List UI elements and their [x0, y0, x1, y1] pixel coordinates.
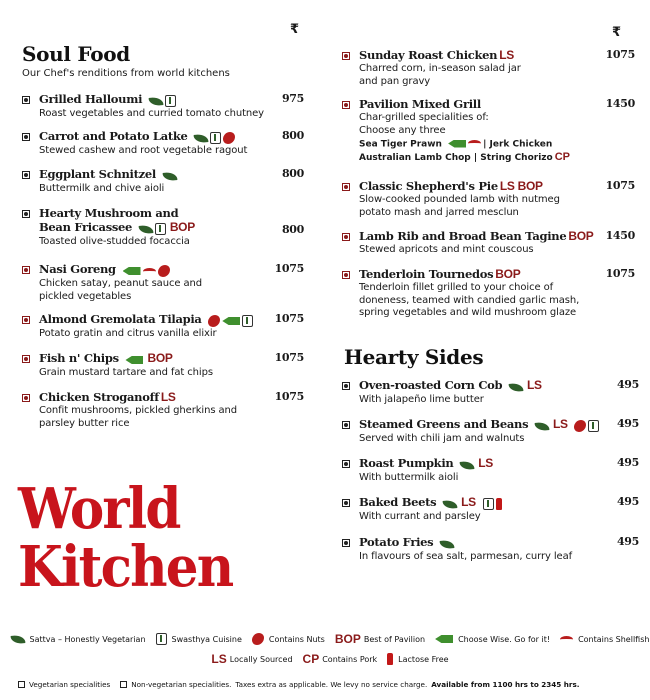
veg-mark-icon [22, 210, 30, 218]
ls-bop-tag: LS BOP [499, 179, 543, 193]
item-price: 975 [281, 92, 304, 105]
item-price: 1075 [605, 179, 635, 192]
non-veg-mark-icon [22, 316, 30, 324]
menu-item[interactable] [22, 206, 304, 249]
item-price: 1075 [274, 312, 304, 325]
item-price: 1450 [605, 229, 635, 242]
item-description: Served with chili jam and walnuts [359, 433, 525, 444]
non-veg-mark-icon [342, 183, 350, 191]
legend-label: Choose Wise. Go for it! [458, 634, 551, 644]
sub-option: | Jerk Chicken [483, 139, 553, 150]
item-price: 1075 [605, 48, 635, 61]
sattva-leaf-icon [443, 499, 458, 510]
sattva-leaf-icon [508, 382, 523, 393]
item-name: Eggplant Schnitzel [39, 167, 156, 181]
menu-item[interactable] [22, 262, 304, 303]
item-description-line-2: Choose any three [359, 124, 446, 136]
sattva-leaf-icon [460, 460, 475, 471]
non-veg-mark-icon [120, 681, 127, 688]
menu-item[interactable] [342, 495, 639, 524]
menu-item[interactable] [22, 390, 304, 430]
legend-label: Best of Pavilion [363, 634, 426, 644]
swasthya-icon [156, 633, 167, 645]
currency-symbol: ₹ [612, 25, 622, 40]
item-name: Nasi Goreng [39, 262, 116, 276]
legend-label: Swasthya Cuisine [171, 634, 242, 644]
non-veg-mark-icon [342, 101, 350, 109]
footer [18, 680, 632, 689]
item-name-line-2: Bean Fricassee [39, 220, 133, 234]
nuts-icon [574, 420, 586, 432]
item-name: Classic Shepherd's Pie [359, 179, 498, 193]
veg-mark-icon [342, 382, 350, 390]
nuts-icon [158, 265, 170, 277]
swasthya-icon [210, 132, 221, 144]
non-veg-mark-icon [342, 233, 350, 241]
item-price: 1075 [274, 351, 304, 364]
lactose-free-icon [496, 498, 502, 510]
item-price: 495 [616, 417, 639, 430]
item-description: Buttermilk and chive aioli [39, 183, 165, 194]
swasthya-icon [155, 223, 166, 235]
swasthya-icon [165, 95, 176, 107]
veg-mark-icon [22, 96, 30, 104]
section-subtitle: Our Chef's renditions from world kitchens [22, 68, 230, 79]
non-veg-mark-icon [22, 394, 30, 402]
item-price: 800 [281, 223, 304, 236]
item-description-line-2: and pan gravy [359, 75, 431, 87]
brand-line-1: World [18, 476, 180, 542]
sattva-leaf-icon [10, 634, 25, 645]
currency-symbol: ₹ [290, 22, 300, 37]
section-title-soul-food: Soul Food [22, 42, 130, 66]
footer-veg: Vegetarian specialities [29, 680, 111, 689]
item-name: Potato Fries [359, 535, 434, 549]
menu-item[interactable] [22, 312, 304, 341]
cp-tag: CP [554, 150, 570, 163]
shellfish-icon [560, 636, 573, 643]
ls-tag: LS [160, 390, 176, 404]
bop-tag: BOP [568, 229, 594, 243]
legend-tag: LS [211, 652, 227, 666]
nuts-icon [208, 315, 220, 327]
legend-label: Contains Nuts [268, 634, 325, 644]
veg-mark-icon [22, 171, 30, 179]
menu-item[interactable] [342, 48, 635, 88]
veg-mark-icon [18, 681, 25, 688]
item-name: Lamb Rib and Broad Bean Tagine [359, 229, 567, 243]
menu-item[interactable] [342, 378, 639, 407]
ls-tag: LS [461, 495, 476, 509]
item-description-line-2: pickled vegetables [39, 290, 132, 302]
veg-mark-icon [342, 499, 350, 507]
shellfish-icon [468, 140, 481, 147]
menu-item[interactable] [342, 535, 639, 564]
footer-nonveg: Non-vegetarian specialities. [131, 680, 232, 689]
item-price: 1075 [274, 390, 304, 403]
legend-lactose [387, 653, 448, 665]
item-price: 495 [616, 495, 639, 508]
item-name: Sunday Roast Chicken [359, 48, 498, 62]
item-description-line-2: parsley butter rice [39, 417, 130, 429]
footer-hours: Available from 1100 hrs to 2345 hrs. [431, 680, 580, 689]
item-description: Grain mustard tartare and fat chips [39, 367, 213, 378]
choose-wise-icon [123, 267, 141, 275]
nuts-icon [252, 633, 264, 645]
item-name: Pavilion Mixed Grill [359, 97, 481, 111]
legend-label: Locally Sourced [229, 654, 293, 664]
item-description-line-1: Chicken satay, peanut sauce and [39, 278, 202, 289]
legend-label: Contains Pork [322, 654, 378, 664]
footer-taxes: Taxes extra as applicable. We levy no service charge. [235, 680, 428, 689]
sattva-leaf-icon [148, 96, 163, 107]
item-price: 800 [281, 129, 304, 142]
non-veg-mark-icon [22, 266, 30, 274]
item-description-line-1: Confit mushrooms, pickled gherkins and [39, 405, 238, 416]
legend-tag: BOP [334, 632, 361, 646]
veg-mark-icon [342, 460, 350, 468]
item-name: Steamed Greens and Beans [359, 417, 529, 431]
legend-swasthya [156, 633, 242, 645]
legend-nuts [252, 633, 325, 645]
item-name: Baked Beets [359, 495, 437, 509]
legend-label: Sattva – Honestly Vegetarian [29, 634, 146, 644]
sattva-leaf-icon [194, 133, 209, 144]
item-description-line-1: Tenderloin fillet grilled to your choice of [359, 282, 554, 293]
item-description: With jalapeño lime butter [359, 394, 484, 405]
legend-shellfish [560, 635, 649, 644]
menu-item[interactable] [22, 129, 304, 158]
legend-tag: CP [302, 652, 320, 666]
item-name: Fish n' Chips [39, 351, 119, 365]
legend [29, 632, 650, 666]
brand-line-2: Kitchen [18, 534, 233, 600]
bop-tag: BOP [495, 267, 521, 281]
menu-item[interactable] [342, 267, 635, 320]
item-price: 800 [281, 167, 304, 180]
menu-item[interactable] [342, 417, 639, 446]
non-veg-mark-icon [342, 271, 350, 279]
swasthya-icon [588, 420, 599, 432]
item-description-line-2: doneness, teamed with candied garlic mash, [359, 294, 580, 306]
legend-label: Contains Shellfish [578, 634, 650, 644]
menu-item[interactable] [342, 229, 635, 257]
non-veg-mark-icon [22, 355, 30, 363]
veg-mark-icon [342, 421, 350, 429]
item-description-line-1: Char-grilled specialities of: [359, 112, 489, 123]
section-title-hearty-sides: Hearty Sides [344, 345, 484, 369]
nuts-icon [223, 132, 235, 144]
item-description: Roast vegetables and curried tomato chutney [39, 108, 265, 119]
shellfish-icon [143, 268, 156, 275]
veg-mark-icon [22, 133, 30, 141]
menu-item[interactable] [342, 97, 635, 164]
menu-item[interactable] [342, 179, 635, 219]
veg-mark-icon [342, 539, 350, 547]
legend-ls [211, 652, 292, 666]
menu-item[interactable] [342, 456, 639, 485]
swasthya-icon [242, 315, 253, 327]
sub-option: Australian Lamb Chop | String Chorizo [359, 152, 553, 163]
sattva-leaf-icon [440, 539, 455, 550]
non-veg-mark-icon [342, 52, 350, 60]
legend-bop [335, 632, 425, 646]
legend-cp [303, 652, 378, 666]
item-name: Carrot and Potato Latke [39, 129, 188, 143]
legend-choose [435, 635, 550, 644]
lactose-free-icon [387, 653, 393, 665]
sattva-leaf-icon [138, 224, 153, 235]
item-price: 1075 [605, 267, 635, 280]
item-description-line-1: Charred corn, in-season salad jar [359, 63, 521, 74]
item-price: 495 [616, 456, 639, 469]
sattva-leaf-icon [534, 421, 549, 432]
item-description: With currant and parsley [359, 511, 481, 522]
choose-wise-icon [125, 356, 143, 364]
ls-tag: LS [527, 378, 542, 392]
legend-sattva [11, 635, 146, 644]
item-name: Chicken Stroganoff [39, 390, 159, 404]
soul-food-header [22, 42, 304, 79]
item-name: Tenderloin Tournedos [359, 267, 494, 281]
ls-tag: LS [478, 456, 493, 470]
sub-option: Sea Tiger Prawn [359, 139, 442, 150]
item-description: Stewed cashew and root vegetable ragout [39, 145, 248, 156]
item-price: 495 [616, 378, 639, 391]
item-description: Toasted olive-studded focaccia [39, 236, 190, 247]
menu-item[interactable] [22, 167, 304, 196]
item-price: 1075 [274, 262, 304, 275]
item-name-line-1: Hearty Mushroom and [39, 206, 179, 220]
ls-tag: LS [499, 48, 514, 62]
choose-wise-icon [448, 140, 466, 148]
item-price: 1450 [605, 97, 635, 110]
swasthya-icon [483, 498, 494, 510]
item-description: Stewed apricots and mint couscous [359, 244, 534, 255]
bop-tag: BOP [169, 220, 195, 234]
item-description-line-2: potato mash and jarred mesclun [359, 206, 519, 218]
menu-item[interactable] [22, 92, 304, 121]
item-description: In flavours of sea salt, parmesan, curry leaf [359, 551, 573, 562]
bop-tag: BOP [147, 351, 173, 365]
item-description: Potato gratin and citrus vanilla elixir [39, 328, 217, 339]
choose-wise-icon [222, 317, 240, 325]
ls-tag: LS [552, 417, 568, 431]
item-description: With buttermilk aioli [359, 472, 459, 483]
item-name: Roast Pumpkin [359, 456, 454, 470]
menu-item[interactable] [22, 351, 304, 380]
item-price: 495 [616, 535, 639, 548]
choose-wise-icon [435, 635, 453, 643]
item-description-line-1: Slow-cooked pounded lamb with nutmeg [359, 194, 560, 205]
legend-label: Lactose Free [398, 654, 449, 664]
item-description-line-3: spring vegetables and wild mushroom glaze [359, 307, 577, 318]
brand-logo [18, 476, 233, 600]
item-name: Oven-roasted Corn Cob [359, 378, 503, 392]
sattva-leaf-icon [162, 171, 177, 182]
item-name: Almond Gremolata Tilapia [39, 312, 202, 326]
item-name: Grilled Halloumi [39, 92, 143, 106]
